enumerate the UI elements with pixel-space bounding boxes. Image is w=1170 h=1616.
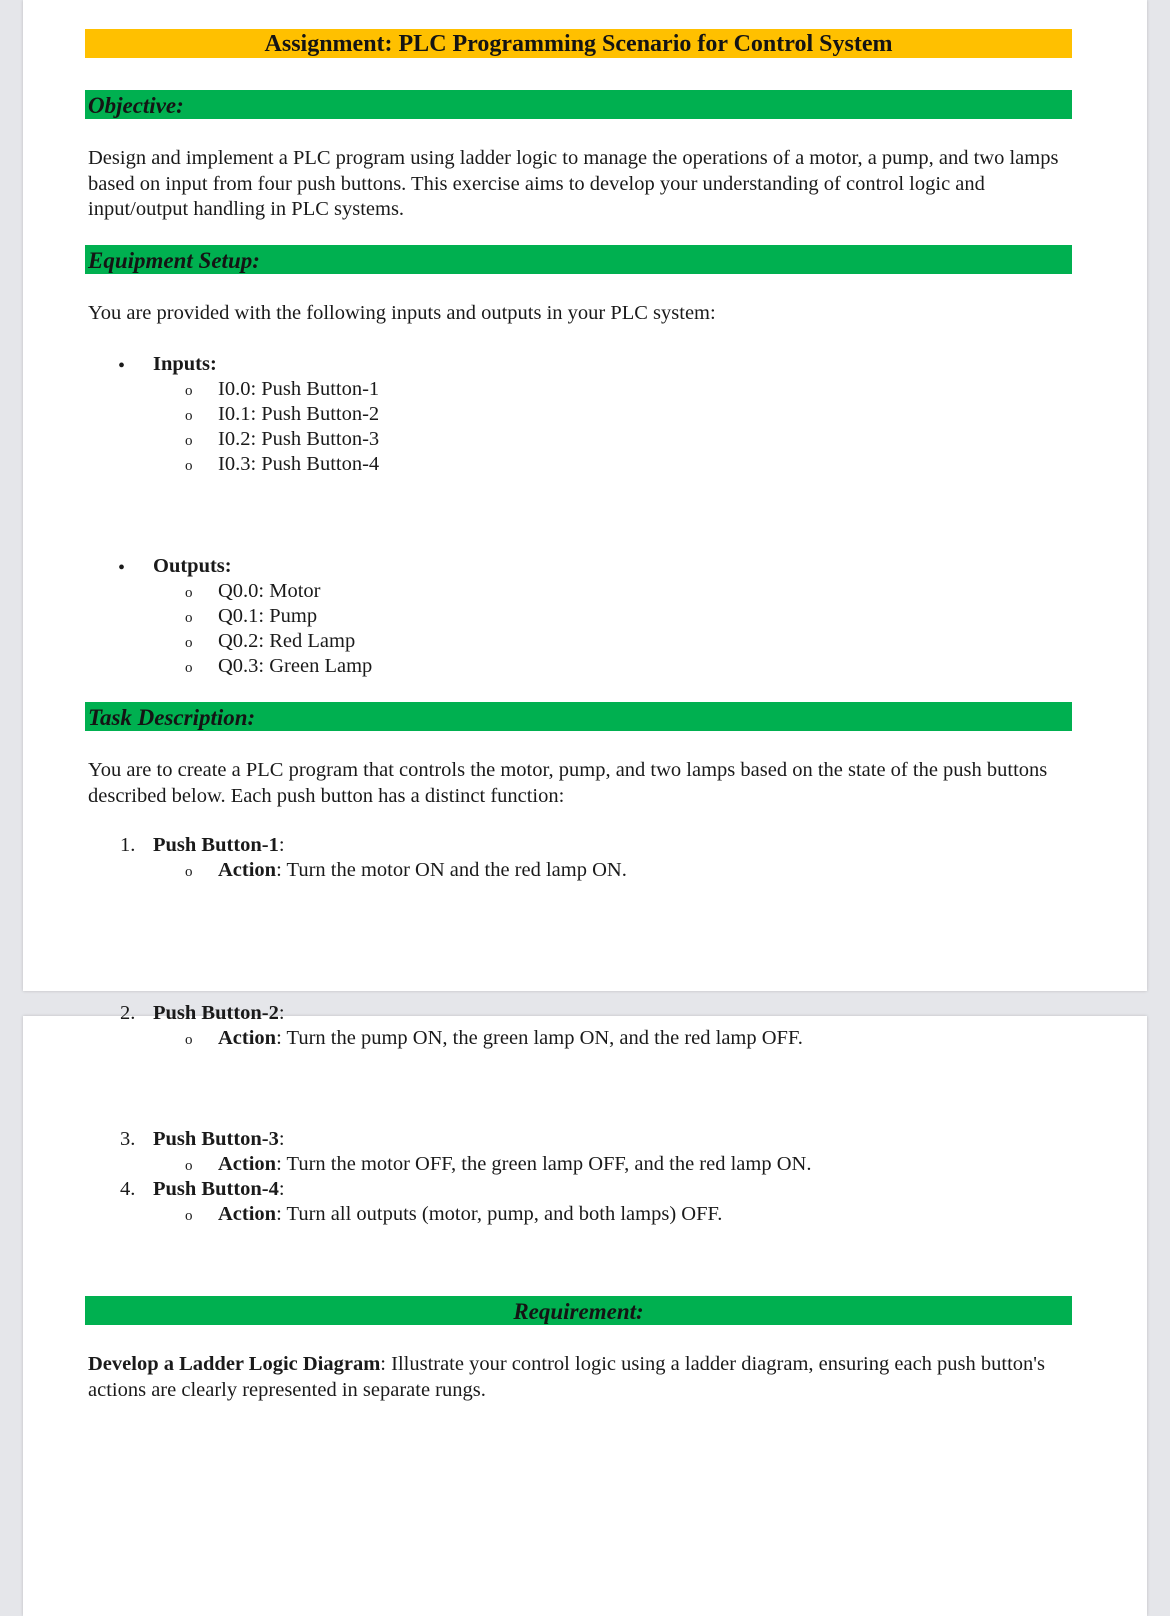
circle-bullet-icon: o xyxy=(185,1208,193,1224)
circle-bullet-icon: o xyxy=(185,408,193,424)
task-intro: You are to create a PLC program that controls the motor, pump, and two lamps based on the state of the push buttons described below. Each push button has a distinct function: xyxy=(88,759,1048,807)
bullet-icon: • xyxy=(118,355,126,377)
circle-bullet-icon: o xyxy=(185,1032,193,1048)
circle-bullet-icon: o xyxy=(185,433,193,449)
input-item: I0.1: Push Button-2 xyxy=(218,403,380,425)
push-button-title: Push Button-2: xyxy=(153,1002,285,1024)
list-number: 4. xyxy=(120,1178,136,1200)
task-heading: Task Description: xyxy=(85,702,1072,731)
document-title: Assignment: PLC Programming Scenario for Control System xyxy=(85,29,1072,58)
circle-bullet-icon: o xyxy=(185,864,193,880)
output-item: Q0.3: Green Lamp xyxy=(218,655,373,677)
push-button-action: Action: Turn the pump ON, the green lamp ON, and the red lamp OFF. xyxy=(218,1027,803,1049)
objective-heading: Objective: xyxy=(85,90,1072,119)
list-number: 2. xyxy=(120,1002,136,1024)
input-item: I0.2: Push Button-3 xyxy=(218,428,380,450)
document-page-1 xyxy=(23,0,1147,991)
circle-bullet-icon: o xyxy=(185,458,193,474)
requirement-text: Develop a Ladder Logic Diagram: Illustrate your control logic using a ladder diagram, ensuring each push button's actions are clearly represented in separate rungs. xyxy=(88,1353,1045,1401)
input-item: I0.0: Push Button-1 xyxy=(218,378,380,400)
push-button-title: Push Button-1: xyxy=(153,834,285,856)
document-page-2 xyxy=(23,1002,1147,1616)
list-number: 3. xyxy=(120,1128,136,1150)
list-number: 1. xyxy=(120,834,136,856)
circle-bullet-icon: o xyxy=(185,610,193,626)
inputs-label: Inputs: xyxy=(153,353,217,375)
outputs-label: Outputs: xyxy=(153,555,232,577)
push-button-title: Push Button-4: xyxy=(153,1178,285,1200)
circle-bullet-icon: o xyxy=(185,585,193,601)
bullet-icon: • xyxy=(118,557,126,579)
equipment-intro: You are provided with the following inputs and outputs in your PLC system: xyxy=(88,302,716,324)
push-button-action: Action: Turn the motor OFF, the green lamp OFF, and the red lamp ON. xyxy=(218,1153,812,1175)
circle-bullet-icon: o xyxy=(185,383,193,399)
output-item: Q0.2: Red Lamp xyxy=(218,630,356,652)
output-item: Q0.0: Motor xyxy=(218,580,321,602)
requirement-heading: Requirement: xyxy=(85,1296,1072,1325)
input-item: I0.3: Push Button-4 xyxy=(218,453,380,475)
circle-bullet-icon: o xyxy=(185,1158,193,1174)
push-button-title: Push Button-3: xyxy=(153,1128,285,1150)
circle-bullet-icon: o xyxy=(185,660,193,676)
circle-bullet-icon: o xyxy=(185,635,193,651)
push-button-action: Action: Turn all outputs (motor, pump, and both lamps) OFF. xyxy=(218,1203,723,1225)
push-button-action: Action: Turn the motor ON and the red lamp ON. xyxy=(218,859,627,881)
output-item: Q0.1: Pump xyxy=(218,605,318,627)
objective-text: Design and implement a PLC program using ladder logic to manage the operations of a motor, a pump, and two lamps based on input from four push buttons. This exercise aims to develop your understanding of control logic and input/output handling in PLC systems. xyxy=(88,147,1059,220)
equipment-heading: Equipment Setup: xyxy=(85,245,1072,274)
